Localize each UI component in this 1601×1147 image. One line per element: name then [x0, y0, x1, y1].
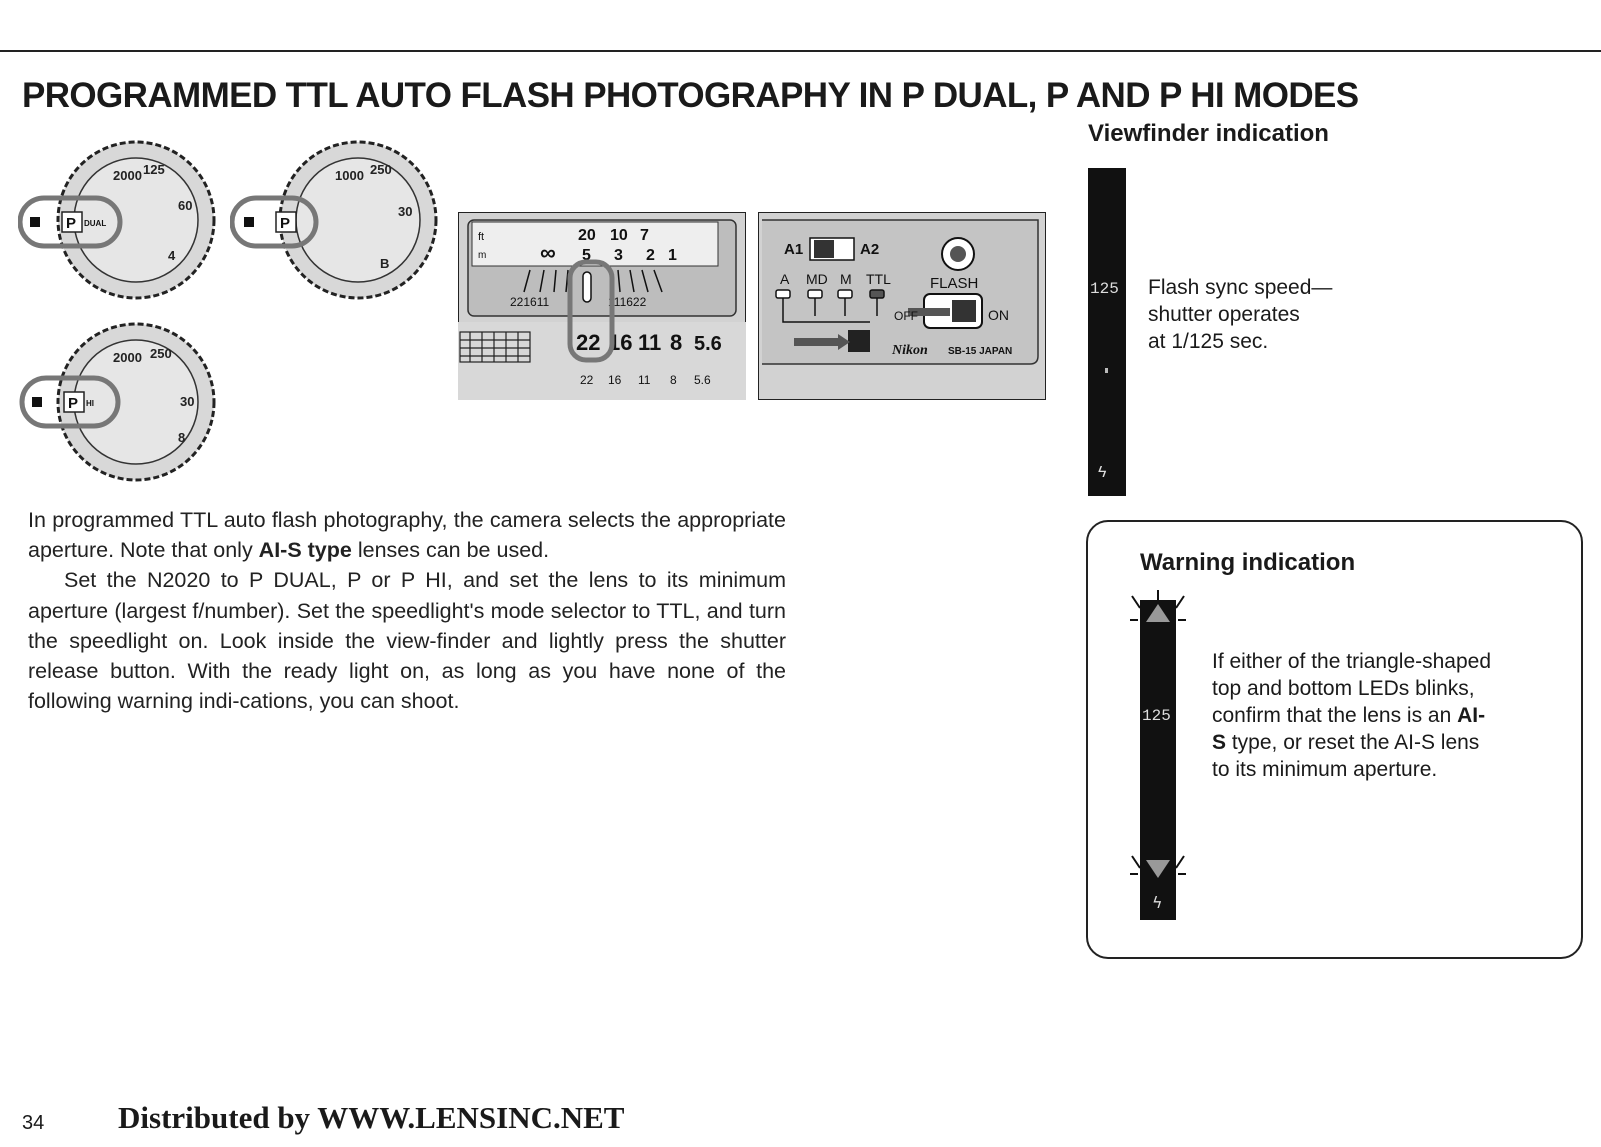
flash-label: FLASH	[930, 275, 979, 292]
brand-logo: Nikon	[892, 343, 928, 358]
svg-text:2000: 2000	[113, 350, 142, 365]
mode-dial-p	[230, 140, 440, 310]
depth-scale-right: 111622	[608, 295, 647, 309]
lightning-bolt-icon: ϟ	[1098, 464, 1107, 481]
page-title: PROGRAMMED TTL AUTO FLASH PHOTOGRAPHY IN P DUAL, P AND P HI MODES	[22, 76, 1359, 115]
warning-line: S type, or reset the AI-S lens	[1212, 731, 1480, 754]
switch-label-a1: A1	[784, 241, 804, 258]
svg-text:30: 30	[180, 394, 195, 409]
svg-text:250: 250	[370, 162, 392, 177]
bold-term: S	[1212, 731, 1227, 754]
m-label: m	[478, 250, 487, 261]
svg-text:1000: 1000	[335, 168, 364, 183]
body-text	[28, 505, 786, 716]
warning-lcd-illustration	[1128, 590, 1188, 930]
ft-scale-10: 10	[610, 227, 628, 244]
mode-label-ttl: TTL	[866, 271, 891, 287]
mode-label-a: A	[780, 271, 790, 287]
bold-term: AI-	[1457, 704, 1486, 727]
aperture-small-16: 16	[608, 373, 622, 387]
warning-line: confirm that the lens is an AI-	[1212, 704, 1486, 727]
svg-text:4: 4	[168, 248, 176, 263]
bold-term: AI-S type	[258, 538, 352, 563]
dial-sub-label: HI	[86, 399, 94, 408]
aperture-8: 8	[670, 330, 683, 355]
aperture-22: 22	[576, 330, 601, 355]
top-rule	[0, 50, 1601, 52]
svg-text:60: 60	[178, 198, 193, 213]
caption-line: Flash sync speed—	[1148, 276, 1333, 299]
lcd-dot	[1105, 368, 1108, 373]
viewfinder-lcd-bar	[1088, 168, 1126, 496]
svg-text:B: B	[380, 256, 390, 271]
aperture-small-8: 8	[670, 373, 677, 387]
m-scale-2: 2	[646, 247, 655, 264]
warning-lcd-value: 125	[1142, 707, 1171, 725]
m-scale-3: 3	[614, 247, 623, 264]
warning-line: If either of the triangle-shaped	[1212, 650, 1492, 673]
svg-text:125: 125	[143, 162, 165, 177]
svg-text:250: 250	[150, 346, 172, 361]
aperture-small-22: 22	[580, 373, 594, 387]
ft-scale-7: 7	[640, 227, 649, 244]
m-scale-1: 1	[668, 247, 677, 264]
warning-text	[1212, 648, 1542, 783]
dial-mode-label: P	[68, 395, 79, 412]
svg-text:2000: 2000	[113, 168, 142, 183]
mode-label-md: MD	[806, 271, 828, 287]
lightning-bolt-icon: ϟ	[1152, 893, 1163, 912]
lens-scale-illustration	[458, 212, 746, 400]
svg-text:30: 30	[398, 204, 413, 219]
mode-dial-p-dual	[18, 140, 218, 310]
ft-scale-20: 20	[578, 227, 596, 244]
switch-label-a2: A2	[860, 241, 880, 258]
m-scale-infinity: ∞	[540, 240, 556, 265]
svg-text:8: 8	[178, 430, 186, 445]
on-label: ON	[988, 307, 1009, 323]
m-scale-5: 5	[582, 247, 591, 264]
paragraph: In programmed TTL auto flash photography, the camera selects the appropriate aperture. Note that only AI-S type lenses can be used.	[28, 508, 786, 563]
warning-line: top and bottom LEDs blinks,	[1212, 677, 1475, 700]
speedlight-illustration	[758, 212, 1046, 400]
aperture-16: 16	[608, 330, 633, 355]
dial-mode-label: P	[66, 215, 77, 232]
warning-line: to its minimum aperture.	[1212, 758, 1438, 781]
depth-scale-left: 221611	[510, 295, 550, 309]
warning-heading: Warning indication	[1140, 549, 1356, 576]
mode-dial-p-hi	[18, 322, 218, 492]
dial-mode-label: P	[280, 215, 291, 232]
ft-label: ft	[478, 231, 485, 243]
viewfinder-caption	[1148, 274, 1388, 355]
footer-credit: Distributed by WWW.LENSINC.NET	[118, 1100, 625, 1135]
off-label: OFF	[894, 309, 918, 323]
viewfinder-heading: Viewfinder indication	[1088, 120, 1329, 147]
lcd-shutter-value: 125	[1090, 280, 1119, 298]
caption-line: at 1/125 sec.	[1148, 330, 1269, 353]
caption-line: shutter operates	[1148, 303, 1300, 326]
paragraph: Set the N2020 to P DUAL, P or P HI, and set the lens to its minimum aperture (largest f/number). Set the speedlight's mode selector to TTL, and turn the speedlight on. Look inside the view-finder and lightly press the shutter release button. With the ready light on, as long as you have none of the following warning indi-cations, you can shoot.	[28, 568, 786, 714]
dial-sub-label: DUAL	[84, 219, 107, 228]
model-label: SB-15 JAPAN	[948, 346, 1013, 357]
page-number: 34	[22, 1112, 45, 1134]
aperture-11: 11	[638, 330, 662, 355]
aperture-small-5-6: 5.6	[694, 373, 711, 387]
aperture-small-11: 11	[638, 373, 651, 387]
mode-label-m: M	[840, 271, 852, 287]
aperture-5-6: 5.6	[694, 333, 722, 355]
